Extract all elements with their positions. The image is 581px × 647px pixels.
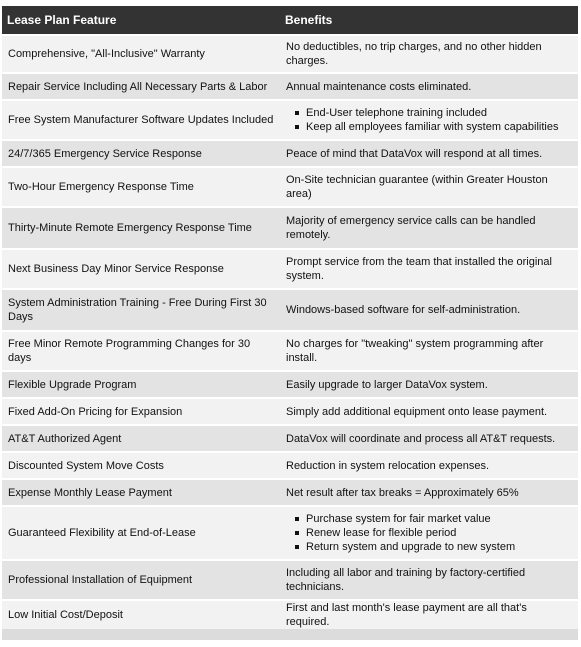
table-row	[2, 166, 578, 206]
table-row	[2, 99, 578, 139]
benefit-cell: Annual maintenance costs eliminated.	[280, 72, 578, 99]
benefit-cell: Reduction in system relocation expenses.	[280, 451, 578, 478]
benefit-cell: Prompt service from the team that installed the original system.	[280, 248, 578, 288]
benefit-cell: No deductibles, no trip charges, and no other hidden charges.	[280, 34, 578, 72]
table-row	[2, 478, 578, 505]
feature-cell: Thirty-Minute Remote Emergency Response Time	[2, 206, 280, 248]
benefit-bullet-list	[286, 106, 572, 134]
benefit-bullet: Return system and upgrade to new system	[306, 540, 572, 554]
feature-cell: Repair Service Including All Necessary Parts & Labor	[2, 72, 280, 99]
table-row	[2, 559, 578, 599]
table-row	[2, 288, 578, 330]
benefit-cell: On-Site technician guarantee (within Greater Houston area)	[280, 166, 578, 206]
benefit-cell: No charges for "tweaking" system programming after install.	[280, 330, 578, 370]
table-row	[2, 330, 578, 370]
lease-plan-table-container	[2, 6, 578, 640]
benefit-bullet-list	[286, 512, 572, 554]
table-row	[2, 139, 578, 166]
feature-cell: AT&T Authorized Agent	[2, 424, 280, 451]
table-row	[2, 505, 578, 559]
benefit-cell	[280, 505, 578, 559]
benefit-bullet: Keep all employees familiar with system capabilities	[306, 120, 572, 134]
feature-cell: Professional Installation of Equipment	[2, 559, 280, 599]
table-header-row	[2, 6, 578, 34]
feature-cell: Guaranteed Flexibility at End-of-Lease	[2, 505, 280, 559]
header-feature: Lease Plan Feature	[2, 6, 280, 34]
feature-cell: Next Business Day Minor Service Response	[2, 248, 280, 288]
benefit-bullet: Purchase system for fair market value	[306, 512, 572, 526]
table-row	[2, 206, 578, 248]
benefit-cell: Peace of mind that DataVox will respond at all times.	[280, 139, 578, 166]
table-row	[2, 424, 578, 451]
table-row	[2, 397, 578, 424]
feature-cell: Free Minor Remote Programming Changes for 30 days	[2, 330, 280, 370]
table-row	[2, 248, 578, 288]
feature-cell: Low Initial Cost/Deposit	[2, 599, 280, 629]
benefit-cell: Easily upgrade to larger DataVox system.	[280, 370, 578, 397]
benefit-cell: Majority of emergency service calls can be handled remotely.	[280, 206, 578, 248]
table-row	[2, 451, 578, 478]
table-row	[2, 72, 578, 99]
feature-cell: Comprehensive, "All-Inclusive" Warranty	[2, 34, 280, 72]
feature-cell: Two-Hour Emergency Response Time	[2, 166, 280, 206]
header-benefits: Benefits	[280, 6, 578, 34]
benefit-cell: Net result after tax breaks = Approximately 65%	[280, 478, 578, 505]
lease-plan-table	[2, 6, 578, 629]
benefit-cell: First and last month's lease payment are all that's required.	[280, 599, 578, 629]
benefit-cell	[280, 99, 578, 139]
feature-cell: Flexible Upgrade Program	[2, 370, 280, 397]
benefit-bullet: Renew lease for flexible period	[306, 526, 572, 540]
feature-cell: System Administration Training - Free During First 30 Days	[2, 288, 280, 330]
benefit-cell: Including all labor and training by factory-certified technicians.	[280, 559, 578, 599]
feature-cell: Free System Manufacturer Software Updates Included	[2, 99, 280, 139]
benefit-cell: Simply add additional equipment onto lease payment.	[280, 397, 578, 424]
table-row	[2, 370, 578, 397]
feature-cell: Expense Monthly Lease Payment	[2, 478, 280, 505]
feature-cell: 24/7/365 Emergency Service Response	[2, 139, 280, 166]
benefit-cell: Windows-based software for self-administration.	[280, 288, 578, 330]
table-row	[2, 34, 578, 72]
benefit-bullet: End-User telephone training included	[306, 106, 572, 120]
feature-cell: Discounted System Move Costs	[2, 451, 280, 478]
benefit-cell: DataVox will coordinate and process all AT&T requests.	[280, 424, 578, 451]
table-row	[2, 599, 578, 629]
feature-cell: Fixed Add-On Pricing for Expansion	[2, 397, 280, 424]
